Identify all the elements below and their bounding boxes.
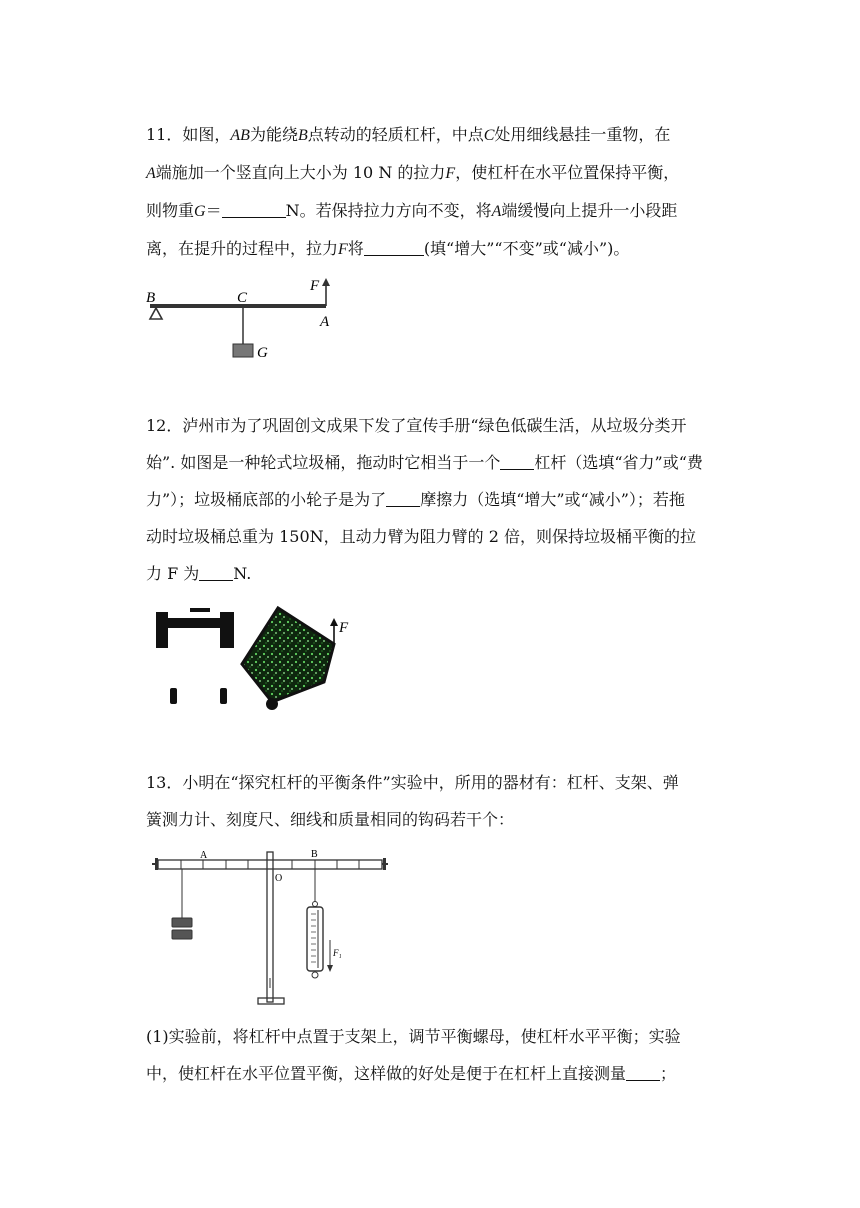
answer-blank[interactable] — [364, 237, 424, 256]
q12-line-1: 12．泸州市为了巩固创文成果下发了宣传手册“绿色低碳生活，从垃圾分类开 — [146, 416, 687, 435]
label-A: A — [320, 314, 330, 330]
q13-line-1: 13．小明在“探究杠杆的平衡条件”实验中，所用的器材有：杠杆、支架、弹 — [146, 773, 679, 792]
q11-line-2: A端施加一个竖直向上大小为 10 N 的拉力F，使杠杆在水平位置保持平衡， — [146, 163, 680, 182]
answer-blank[interactable] — [626, 1062, 660, 1081]
lever-experiment-figure-q13 — [150, 846, 410, 1010]
balance-nut-right-cap — [383, 858, 386, 870]
q12-line-5: 力 F 为 N. — [146, 564, 252, 583]
label-F: F — [310, 278, 320, 294]
question-11 — [146, 116, 718, 268]
balance-nut-left-cap — [155, 858, 158, 870]
spring-scale-body — [307, 907, 323, 971]
q12-line-2: 始”. 如图是一种轮式垃圾桶，拖动时它相当于一个 杠杆（选填“省力”或“费 — [146, 453, 703, 472]
spring-scale-hook — [313, 902, 318, 907]
lever-figure-q11 — [140, 272, 340, 364]
force-arrowhead — [330, 618, 338, 626]
question-13-part-1 — [146, 1018, 718, 1092]
label-O: O — [275, 873, 283, 884]
lever-scale-ticks — [181, 860, 359, 869]
q13-line-2: 簧测力计、刻度尺、细线和质量相同的钩码若干个： — [146, 810, 515, 829]
bin-side-view — [156, 608, 234, 704]
spring-scale-pull-ring — [312, 972, 318, 978]
question-13 — [146, 764, 718, 838]
q11-line-3: 则物重G＝ N。若保持拉力方向不变，将A端缓慢向上提升一小段距 — [146, 201, 678, 220]
q13-sub1-line-1: (1)实验前，将杠杆中点置于支架上，调节平衡螺母，使杠杆水平平衡；实验 — [146, 1027, 681, 1046]
q11-line-4: 离，在提升的过程中，拉力F将 (填“增大”“不变”或“减小”)。 — [146, 239, 630, 258]
q12-line-4: 动时垃圾桶总重为 150N，且动力臂为阻力臂的 2 倍，则保持垃圾桶平衡的拉 — [146, 527, 696, 546]
bin-body — [242, 608, 334, 702]
label-B: B — [146, 290, 156, 306]
lever-bar — [158, 860, 382, 869]
q13-sub1-line-2: 中，使杠杆在水平位置平衡，这样做的好处是便于在杠杆上直接测量 ； — [146, 1064, 677, 1083]
bin-left-post — [156, 612, 168, 648]
hook-weight-2 — [172, 930, 192, 939]
label-C: C — [237, 290, 248, 306]
bin-wheel-left — [170, 688, 177, 704]
label-A: A — [200, 850, 208, 861]
answer-blank[interactable] — [386, 488, 420, 507]
label-F: F — [339, 620, 349, 636]
spring-scale-ticks — [311, 914, 316, 962]
bin-wheel — [266, 698, 278, 710]
answer-blank[interactable] — [222, 199, 286, 218]
bin-lid — [156, 618, 234, 628]
trash-bin-figure-q12 — [150, 604, 360, 712]
bin-right-post — [220, 612, 234, 648]
label-B: B — [311, 849, 318, 860]
stand-base — [258, 998, 284, 1004]
answer-blank[interactable] — [500, 451, 534, 470]
bin-tilted-view — [242, 608, 349, 710]
bin-handle — [190, 608, 210, 612]
force-arrowhead — [327, 965, 333, 972]
answer-blank[interactable] — [199, 562, 233, 581]
q11-line-1: 11．如图，AB为能绕B点转动的轻质杠杆，中点C处用细线悬挂一重物，在 — [146, 125, 671, 144]
bin-wheel-right — [220, 688, 227, 704]
q12-line-3: 力”）；垃圾桶底部的小轮子是为了 摩擦力（选填“增大”或“减小”）；若拖 — [146, 490, 685, 509]
hook-weight-1 — [172, 918, 192, 927]
weight-block — [233, 344, 253, 357]
label-F1: F₁ — [333, 948, 342, 958]
label-G: G — [257, 345, 268, 361]
question-12 — [146, 407, 718, 592]
